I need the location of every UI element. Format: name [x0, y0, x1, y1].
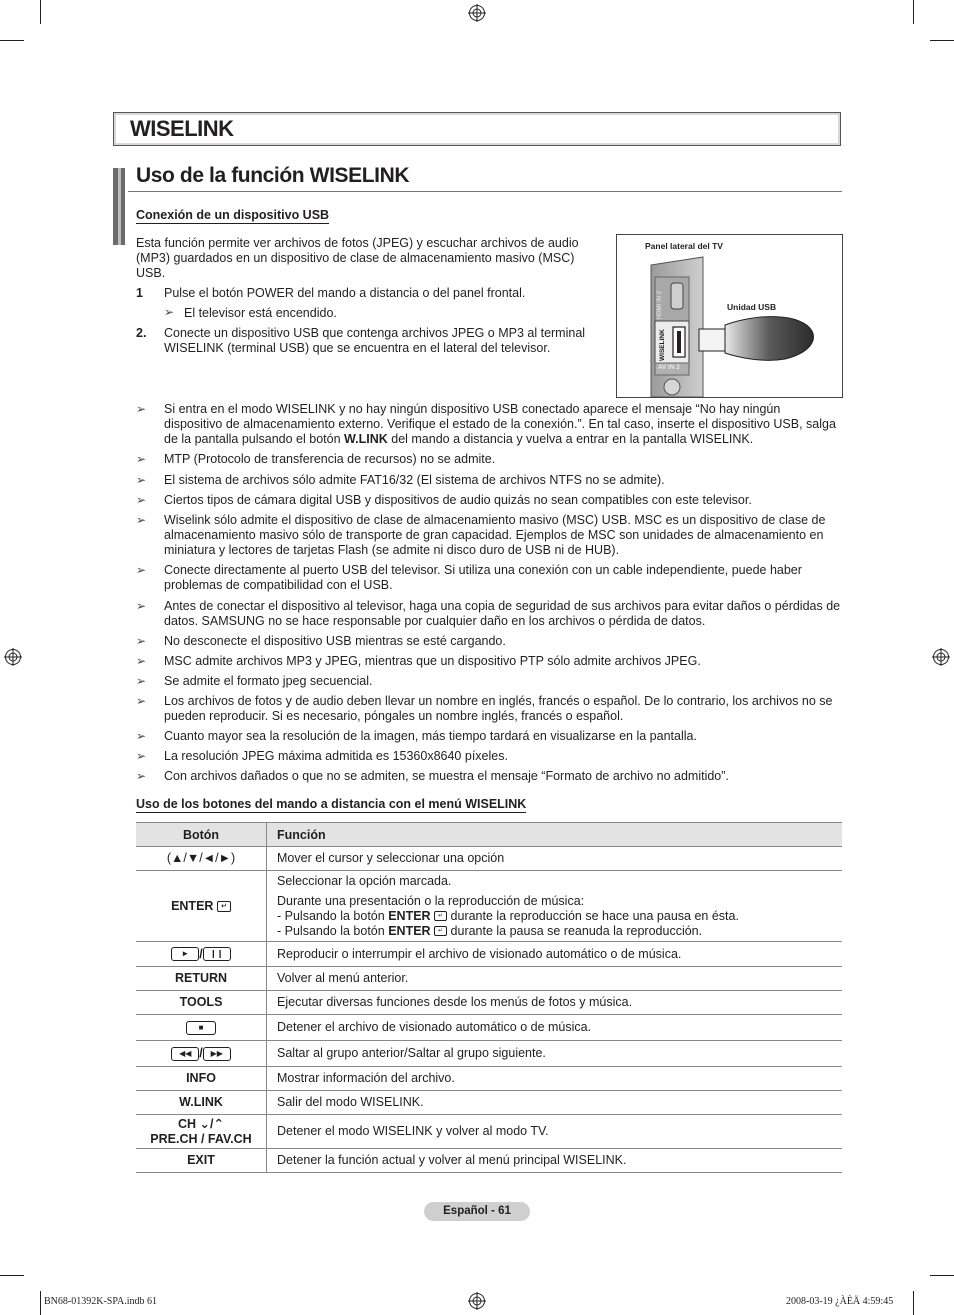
ch-button-label: CH [178, 1116, 197, 1131]
table-row [136, 1041, 842, 1067]
table-row [136, 1149, 842, 1173]
chevron-down-icon: ⌄ [199, 1116, 211, 1131]
note-text: del mando a distancia y vuelva a entrar en la pantalla WISELINK. [387, 432, 754, 446]
function-line: Seleccionar la opción marcada. [277, 873, 452, 888]
note-text: No desconecte el dispositivo USB mientras se esté cargando. [164, 634, 506, 648]
note-text: MTP (Protocolo de transferencia de recursos) no se admite. [164, 452, 496, 466]
column-header-function: Función [267, 823, 843, 847]
play-icon: ► [171, 947, 199, 961]
note-arrow-icon: ➢ [136, 513, 147, 527]
note-arrow-icon: ➢ [136, 654, 147, 668]
pause-icon: ❙❙ [203, 947, 231, 961]
table-row [136, 942, 842, 967]
print-slug-right: 2008-03-19 ¿ÀÈÄ 4:59:45 [786, 1296, 894, 1307]
crop-mark [913, 1291, 914, 1315]
note-arrow-icon: ➢ [136, 493, 147, 507]
registration-mark-icon [468, 1292, 486, 1310]
note-text: Se admite el formato jpeg secuencial. [164, 674, 373, 688]
registration-mark-icon [4, 648, 22, 666]
function-cell: Reproducir o interrumpir el archivo de visionado automático o de música. [267, 942, 843, 967]
port-av-label: AV IN 2 [658, 364, 680, 371]
note-text: Ciertos tipos de cámara digital USB y dispositivos de audio quizás no sean compatibles con este televisor. [164, 493, 752, 507]
stop-icon: ■ [186, 1021, 216, 1035]
button-cell [136, 871, 267, 942]
note-text: MSC admite archivos MP3 y JPEG, mientras que un dispositivo PTP sólo admite archivos JPEG. [164, 654, 701, 668]
crop-mark [0, 40, 24, 41]
function-cell: Volver al menú anterior. [267, 967, 843, 991]
crop-mark [40, 0, 41, 24]
note-arrow-icon: ➢ [136, 694, 147, 708]
note-text: El sistema de archivos sólo admite FAT16/32 (El sistema de archivos NTFS no se admite). [164, 473, 665, 487]
step-2-number: 2. [136, 326, 147, 340]
function-cell: Detener el archivo de visionado automático o de música. [267, 1015, 843, 1041]
enter-icon: ↵ [434, 926, 447, 936]
table-row [136, 871, 842, 942]
section-title: Uso de la función WISELINK [136, 164, 410, 187]
note-text: Si entra en el modo WISELINK y no hay ningún dispositivo USB conectado aparece el mensaje “No hay ningún dispositivo de almacenamiento externo. Verifique el estado de la conexión.”. En tal caso, inserte el dispositivo USB, salga de la pantalla pulsando el botón [164, 402, 836, 446]
port-hdmi-label: HDMI IN 2 [657, 290, 663, 319]
step-2-text: Conecte un dispositivo USB que contenga archivos JPEG o MP3 al terminal WISELINK (terminal USB) que se encuentra en el lateral del televisor. [164, 326, 586, 355]
section-rule [128, 191, 842, 192]
note-arrow-icon: ➢ [136, 402, 147, 416]
function-line: Durante una presentación o la reproducción de música: [277, 893, 585, 908]
function-line: - Pulsando la botón ENTER ↵ durante la pausa se reanuda la reproducción. [277, 923, 703, 938]
note-arrow-icon: ➢ [136, 452, 147, 466]
connect-subhead: Conexión de un dispositivo USB [136, 208, 330, 222]
function-line: - Pulsando la botón ENTER ↵ durante la reproducción se hace una pausa en ésta. [277, 908, 739, 923]
rewind-icon: ◀◀ [171, 1047, 199, 1061]
registration-mark-icon [932, 648, 950, 666]
table-row [136, 1091, 842, 1115]
enter-icon: ↵ [434, 911, 447, 921]
chapter-title-box [113, 112, 841, 146]
function-cell: Mostrar información del archivo. [267, 1067, 843, 1091]
note-arrow-icon: ➢ [136, 563, 147, 577]
button-cell: (▲/▼/◄/►) [136, 847, 267, 871]
note-arrow-icon: ➢ [136, 729, 147, 743]
button-cell: W.LINK [136, 1091, 267, 1115]
step-1-bold: Pulse el botón POWER [164, 286, 294, 300]
crop-mark [913, 0, 914, 24]
enter-button-label: ENTER [171, 898, 214, 913]
section-bar-highlight [118, 168, 121, 245]
crop-mark [930, 40, 954, 41]
table-row [136, 967, 842, 991]
tv-side-panel-illustration [617, 235, 842, 397]
step-1-rest: del mando a distancia o del panel frontal. [293, 286, 526, 300]
crop-mark [40, 1291, 41, 1315]
usb-connection-figure [616, 234, 843, 398]
table-row [136, 1115, 842, 1149]
button-cell [136, 1015, 267, 1041]
note-text: La resolución JPEG máxima admitida es 15360x8640 píxeles. [164, 749, 508, 763]
function-cell: Mover el cursor y seleccionar una opción [267, 847, 843, 871]
chevron-up-icon: ⌃ [213, 1116, 224, 1131]
function-cell: Ejecutar diversas funciones desde los menús de fotos y música. [267, 991, 843, 1015]
function-cell: Saltar al grupo anterior/Saltar al grupo siguiente. [267, 1041, 843, 1067]
note-bold: W.LINK [344, 432, 388, 446]
note-text: Conecte directamente al puerto USB del televisor. Si utiliza una conexión con un cable independiente, puede haber problemas de compatibilidad con el USB. [164, 563, 802, 592]
function-cell: Detener el modo WISELINK y volver al modo TV. [267, 1115, 843, 1149]
page-number-badge: Español - 61 [424, 1202, 530, 1221]
print-slug-left: BN68-01392K-SPA.indb 61 [44, 1296, 157, 1307]
table-row [136, 847, 842, 871]
note-item [136, 402, 841, 447]
registration-mark-icon [468, 4, 486, 22]
button-cell: INFO [136, 1067, 267, 1091]
crop-mark [930, 1275, 954, 1276]
button-cell: ► / ❙❙ [136, 942, 267, 967]
button-cell: EXIT [136, 1149, 267, 1173]
note-text: Con archivos dañados o que no se admiten, se muestra el mensaje “Formato de archivo no admitido”. [164, 769, 729, 783]
prech-button-label: PRE.CH / FAV.CH [150, 1131, 252, 1146]
note-arrow-icon: ➢ [136, 749, 147, 763]
note-arrow-icon: ➢ [136, 674, 147, 688]
note-arrow-icon: ➢ [136, 473, 147, 487]
table-row [136, 991, 842, 1015]
port-wiselink-label: WISELINK [659, 329, 666, 361]
intro-paragraph: Esta función permite ver archivos de fotos (JPEG) y escuchar archivos de audio (MP3) guardados en un dispositivo de clase de almacenamiento masivo (MSC) USB. [136, 236, 579, 280]
buttons-subhead: Uso de los botones del mando a distancia con el menú WISELINK [136, 797, 527, 811]
chapter-title: WISELINK [130, 116, 234, 141]
note-text: Wiselink sólo admite el dispositivo de clase de almacenamiento masivo (MSC) USB. MSC es un dispositivo de clase de almacenamiento masivo sólo de transporte de gran capacidad. Ejemplos de MSC son unidades de almacenamiento en miniatura y lectores de tarjetas Flash (se admite ni disco duro de USB ni de HUB). [164, 513, 826, 557]
button-cell: CH ⌄/⌃ PRE.CH / FAV.CH [136, 1115, 267, 1149]
crop-mark [0, 1275, 24, 1276]
step-1-number: 1 [136, 286, 143, 300]
function-cell: Salir del modo WISELINK. [267, 1091, 843, 1115]
note-arrow-icon: ➢ [136, 599, 147, 613]
note-text: Los archivos de fotos y de audio deben llevar un nombre en inglés, francés o español. De lo contrario, los archivos no se pueden reproducir. Si es necesario, póngales un nombre inglés, francés o español. [164, 694, 833, 723]
table-header-row [136, 823, 842, 847]
function-cell [267, 871, 843, 942]
fast-forward-icon: ▶▶ [203, 1047, 231, 1061]
button-cell: TOOLS [136, 991, 267, 1015]
figure-usb-label: Unidad USB [727, 302, 777, 312]
function-cell: Detener la función actual y volver al menú principal WISELINK. [267, 1149, 843, 1173]
note-arrow-icon: ➢ [136, 634, 147, 648]
note-text: Cuanto mayor sea la resolución de la imagen, más tiempo tardará en visualizarse en la pantalla. [164, 729, 697, 743]
figure-panel-label: Panel lateral del TV [645, 241, 723, 251]
enter-icon: ↵ [217, 901, 231, 912]
buttons-table [136, 822, 842, 1173]
note-arrow-icon: ➢ [164, 305, 175, 319]
column-header-button: Botón [136, 823, 267, 847]
step-1-note: El televisor está encendido. [184, 306, 337, 320]
table-row [136, 1067, 842, 1091]
table-row [136, 1015, 842, 1041]
step-1-text [164, 286, 604, 301]
note-text: Antes de conectar el dispositivo al televisor, haga una copia de seguridad de sus archivos para evitar daños o pérdidas de datos. SAMSUNG no se hace responsable por cualquier daño en los archivos o pérdida de datos. [164, 599, 841, 628]
button-cell: RETURN [136, 967, 267, 991]
button-cell: ◀◀ / ▶▶ [136, 1041, 267, 1067]
note-arrow-icon: ➢ [136, 769, 147, 783]
